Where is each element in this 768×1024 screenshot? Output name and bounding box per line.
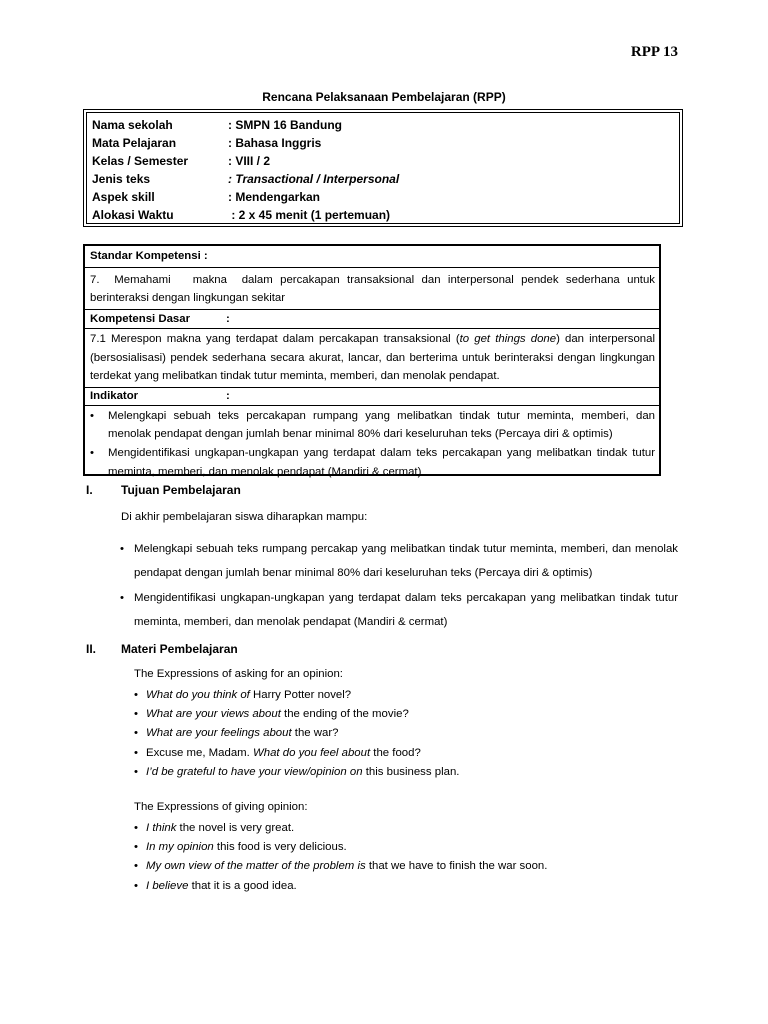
bullet-icon: • [90, 409, 94, 422]
kd-text-italic: to get things done [459, 333, 557, 345]
giving-heading: The Expressions of giving opinion: [134, 801, 308, 813]
identity-row [92, 188, 679, 206]
section-2-title: Materi Pembelajaran [121, 642, 238, 656]
asking-heading: The Expressions of asking for an opinion: [134, 668, 343, 680]
ind-colon: : [226, 389, 230, 402]
document-title: Rencana Pelaksanaan Pembelajaran (RPP) [262, 90, 506, 104]
giving-post: the novel is very great. [176, 822, 295, 834]
asking-item [134, 724, 459, 743]
identity-value: : Transactional / Interpersonal [228, 172, 400, 186]
indikator-item [90, 444, 655, 481]
section-2-number: II. [86, 642, 97, 656]
bullet-icon: • [134, 708, 138, 721]
section-1-number: I. [86, 483, 93, 497]
giving-italic: In my opinion [146, 841, 214, 854]
identity-label: Mata Pelajaran [92, 136, 177, 150]
asking-pre: Excuse me, Madam. [146, 746, 253, 759]
kd-text-1: 7.1 Merespon makna yang terdapat dalam percakapan transaksional ( [90, 333, 460, 345]
asking-item [134, 744, 459, 763]
identity-row [92, 206, 679, 224]
standar-kompetensi-heading: Standar Kompetensi : [85, 246, 659, 268]
indikator-item [90, 407, 655, 444]
asking-item [134, 686, 459, 705]
tujuan-text: Melengkapi sebuah teks rumpang percakap yang melibatkan tindak tutur meminta, memberi, dan menolak pendapat dengan jumlah benar minimal 80% dari keseluruhan teks (Percaya diri & optimis) [134, 543, 678, 579]
identity-value: : 2 x 45 menit (1 pertemuan) [228, 208, 391, 222]
giving-item [134, 819, 547, 838]
kompetensi-box [83, 244, 661, 476]
bullet-icon: • [90, 446, 94, 459]
indikator-text: Melengkapi sebuah teks percakapan rumpang yang melibatkan tindak tutur meminta, memberi, dan menolak pendapat dengan jumlah benar minimal 80% dari keseluruhan teks (Percaya diri & optimis) [108, 409, 655, 441]
standar-kompetensi-text [85, 268, 659, 310]
identity-row [92, 170, 679, 188]
section-1-title: Tujuan Pembelajaran [121, 483, 241, 497]
giving-italic: I think [146, 822, 177, 834]
bullet-icon: • [134, 879, 138, 892]
asking-item [134, 763, 459, 782]
section-1-intro: Di akhir pembelajaran siswa diharapkan mampu: [121, 511, 368, 523]
identity-label: Alokasi Waktu [92, 208, 174, 222]
identity-value: : VIII / 2 [228, 154, 271, 168]
indikator-heading [85, 388, 659, 406]
kd-text-2: ) dan interpersonal (bersosialisasi) pendek sederhana secara akurat, lancar, dan berterima untuk berinteraksi dengan lingkungan terdekat yang melibatkan tindak tutur meminta, memberi, dan menolak pendapat. [90, 333, 655, 383]
identity-label: Jenis teks [92, 172, 151, 186]
bullet-icon: • [134, 727, 138, 740]
giving-item [134, 838, 547, 857]
giving-italic: My own view of the matter of the problem is [146, 860, 366, 873]
bullet-icon: • [134, 860, 138, 873]
asking-post: the ending of the movie? [280, 708, 409, 721]
bullet-icon: • [120, 543, 124, 555]
kd-heading: Kompetensi Dasar [90, 313, 191, 325]
kd-colon: : [226, 313, 230, 325]
tujuan-item [120, 586, 678, 634]
identity-value: : Bahasa Inggris [228, 136, 322, 150]
asking-italic: I’d be grateful to have your view/opinion on [146, 765, 363, 778]
tujuan-text: Mengidentifikasi ungkapan-ungkapan yang terdapat dalam teks percakapan yang melibatkan tindak tutur meminta, memberi, dan menolak pendapat (Mandiri & cermat) [134, 592, 678, 628]
asking-item [134, 705, 459, 724]
kompetensi-dasar-heading [85, 310, 659, 329]
bullet-icon: • [134, 689, 138, 701]
identity-row [92, 116, 679, 134]
bullet-icon: • [120, 592, 124, 604]
tujuan-list [120, 537, 678, 634]
bullet-icon: • [134, 822, 138, 834]
giving-post: that it is a good idea. [188, 879, 297, 892]
sk-text: 7. Memahami makna dalam percakapan transaksional dan interpersonal pendek sederhana untuk berinteraksi dengan lingkungan sekitar [90, 274, 659, 304]
indikator-list [85, 406, 659, 483]
giving-list [134, 819, 547, 896]
bullet-icon: • [134, 841, 138, 854]
giving-post: this food is very delicious. [213, 841, 347, 854]
asking-post: this business plan. [362, 765, 460, 778]
identity-row [92, 152, 679, 170]
giving-italic: I believe [146, 879, 189, 892]
identity-box [83, 109, 683, 227]
identity-label: Kelas / Semester [92, 154, 189, 168]
indikator-text: Mengidentifikasi ungkapan-ungkapan yang terdapat dalam teks percakapan yang melibatkan tindak tutur meminta, memberi, dan menolak pendapat (Mandiri & cermat) [108, 446, 655, 478]
identity-label: Aspek skill [92, 190, 155, 204]
identity-value: : SMPN 16 Bandung [228, 118, 343, 132]
asking-italic: What are your feelings about [146, 727, 292, 740]
asking-post: the war? [291, 727, 339, 740]
identity-row [92, 134, 679, 152]
asking-post: Harry Potter novel? [249, 689, 352, 701]
bullet-icon: • [134, 765, 138, 778]
giving-item [134, 857, 547, 876]
asking-italic: What do you feel about [252, 746, 371, 759]
identity-label: Nama sekolah [92, 118, 173, 132]
asking-italic: What do you think of [146, 689, 250, 701]
asking-list [134, 686, 459, 782]
giving-item [134, 877, 547, 896]
asking-post: the food? [370, 746, 421, 759]
ind-heading: Indikator [90, 389, 139, 402]
page-label: RPP 13 [630, 44, 678, 60]
bullet-icon: • [134, 746, 138, 759]
tujuan-item [120, 537, 678, 585]
asking-italic: What are your views about [146, 708, 281, 721]
kompetensi-dasar-text [85, 329, 659, 388]
giving-post: that we have to finish the war soon. [365, 860, 548, 873]
identity-value: : Mendengarkan [228, 190, 321, 204]
